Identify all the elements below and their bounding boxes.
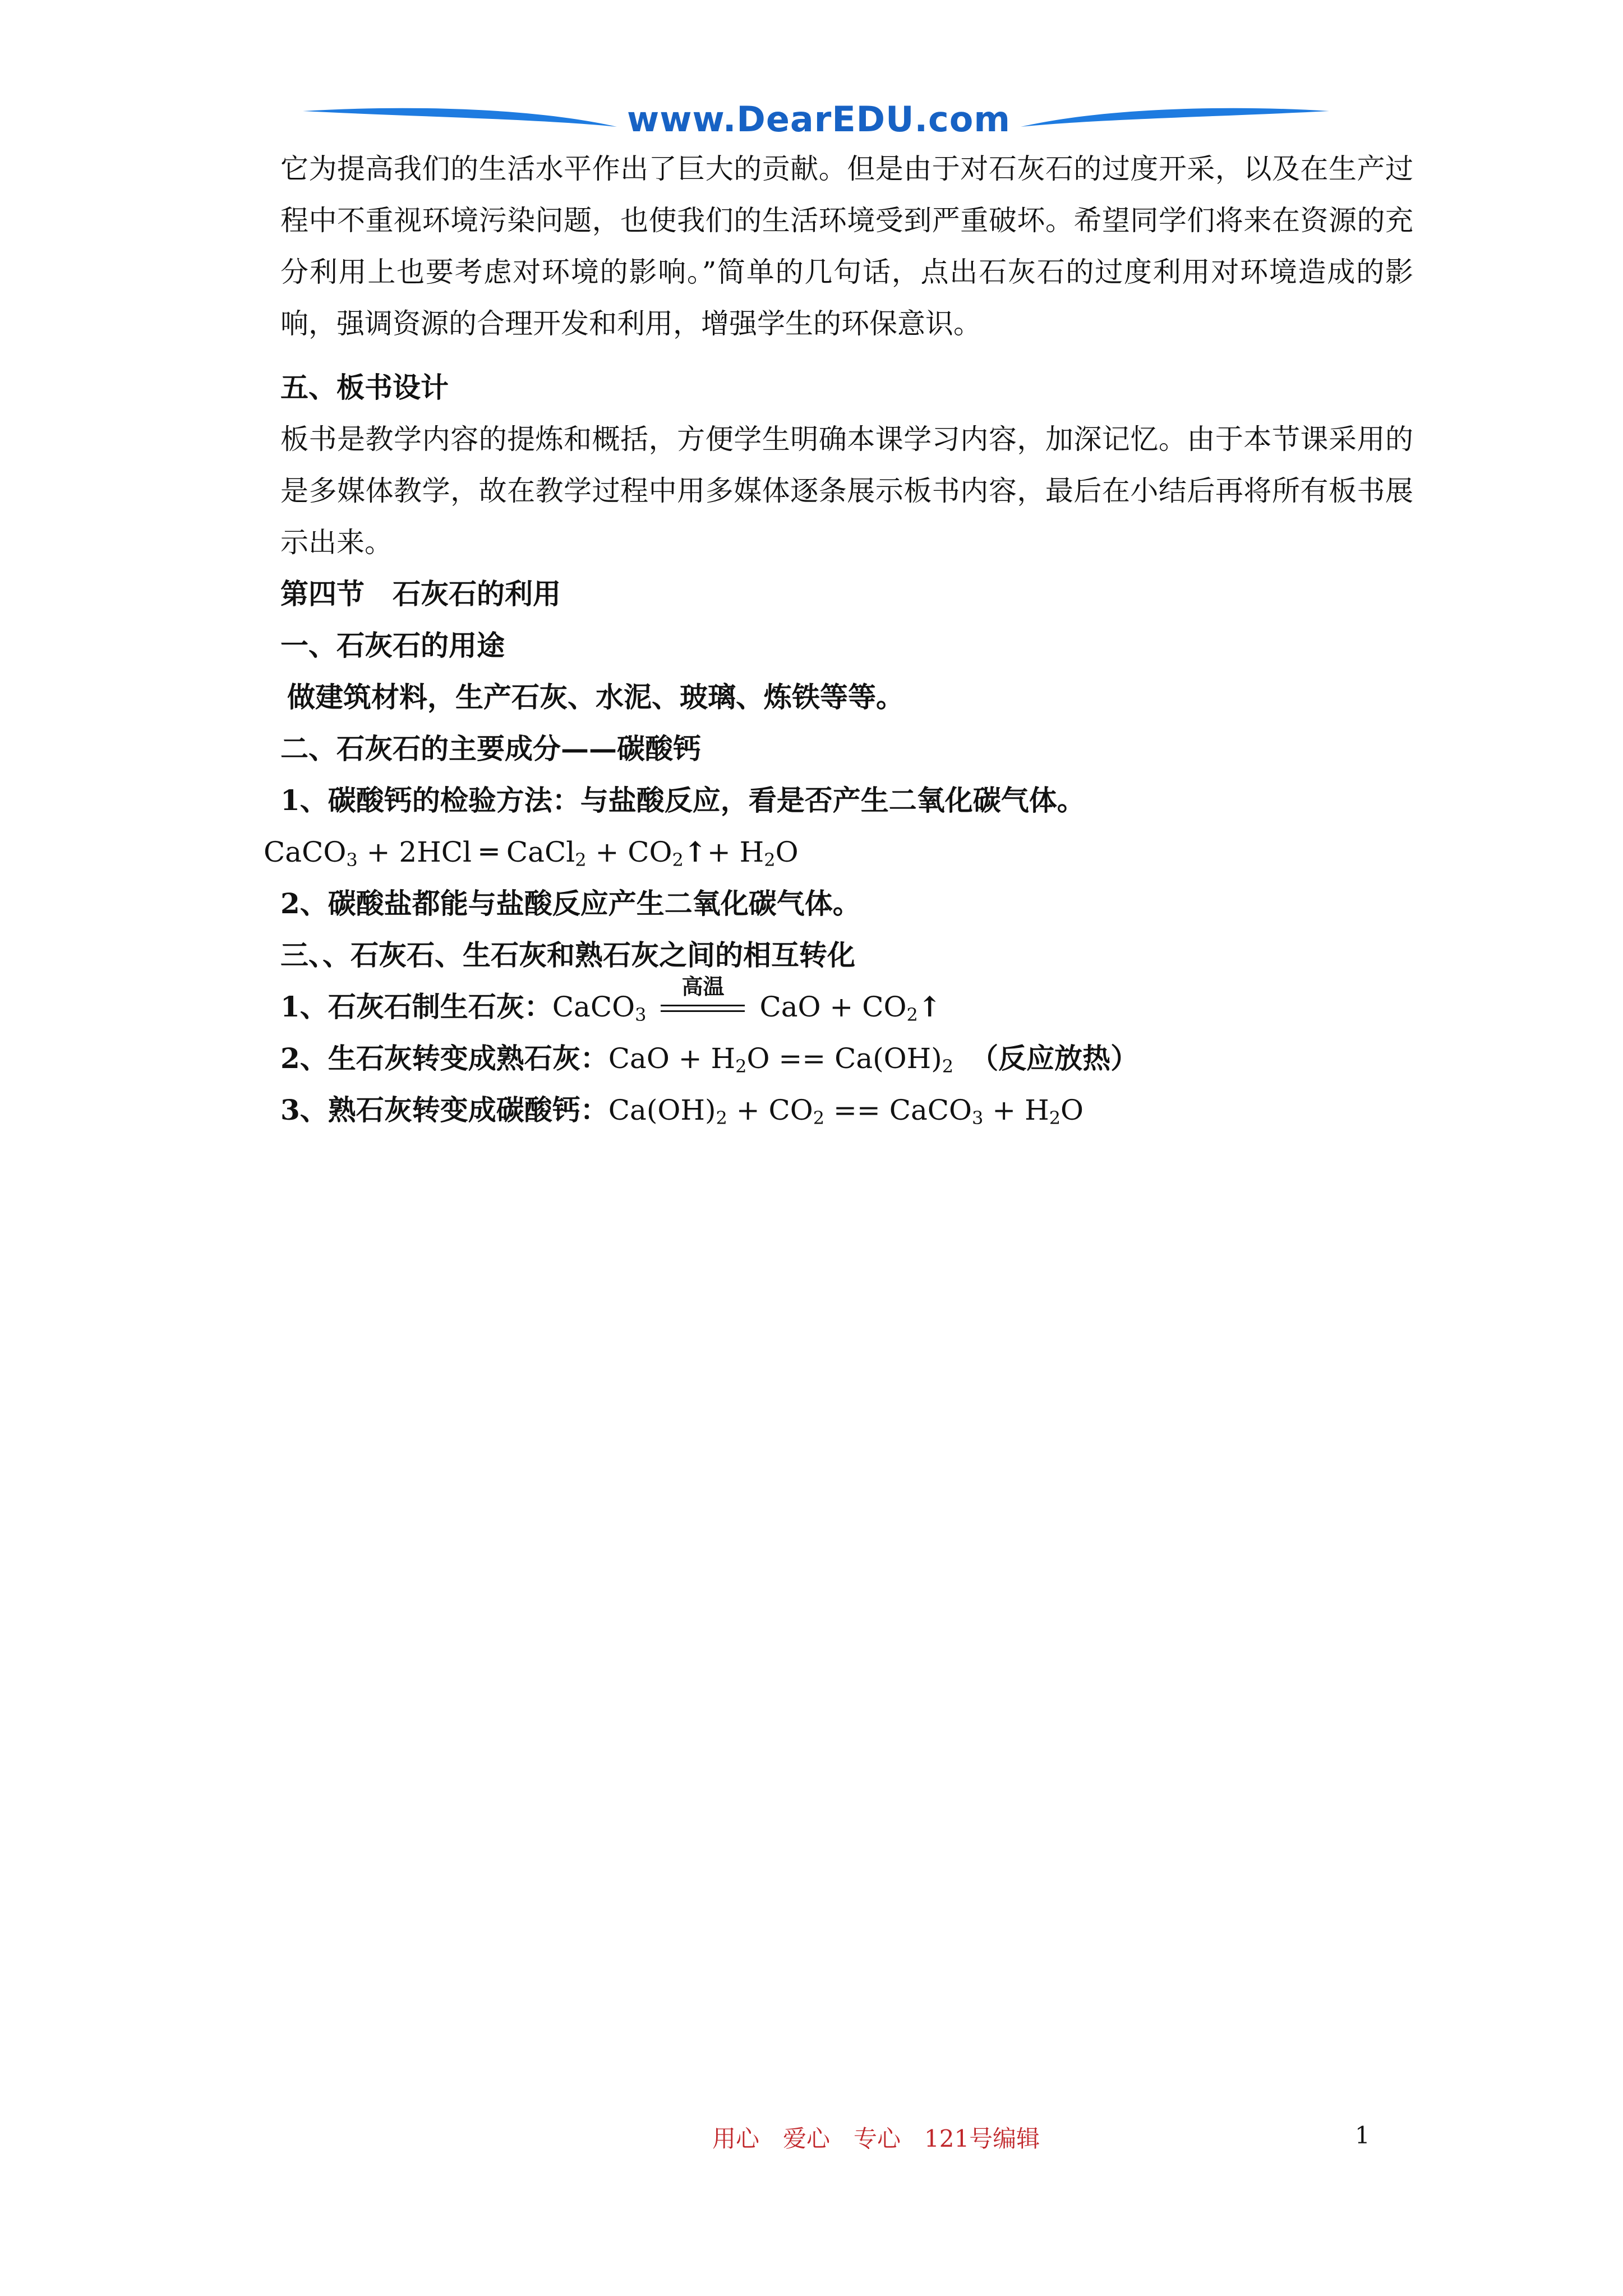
header-logo xyxy=(303,94,1329,145)
board-item-3-2: 2、生石灰转变成熟石灰：CaO + $H_2O == Ca(OH)_2$ （反应放热） xyxy=(280,1042,1139,1077)
footer-text: 用心 爱心 专心 121号编辑 xyxy=(712,2125,1040,2152)
board-part1-title: 一、石灰石的用途 xyxy=(280,629,505,662)
board-item-2-2: 2、碳酸盐都能与盐酸反应产生二氧化碳气体。 xyxy=(280,887,861,920)
board-item-3-1: 1、石灰石制生石灰：CaCO$_3$ 高温 CaO + $CO_2↑$ xyxy=(280,974,942,1025)
main-content xyxy=(264,143,1413,1136)
board-part3-title: 三、、石灰石、生石灰和熟石灰之间的相互转化 xyxy=(280,938,855,972)
paragraph-1: 它为提高我们的生活水平作出了巨大的贡献。但是由于对石灰石的过度开采，以及在生产过程中不重视环境污染问题，也使我们的生活环境受到严重破坏。希望同学们将来在资源的充分利用上也要考虑对环境的影响。”简单的几句话，点出石灰石的过度利用对环境造成的影响，强调资源的合理开发和利用，增强学生的环保意识。 xyxy=(280,153,1413,340)
board-part2-title: 二、石灰石的主要成分——碳酸钙 xyxy=(280,732,701,765)
board-section-title: 第四节 石灰石的利用 xyxy=(280,577,561,610)
heading-board-design: 五、板书设计 xyxy=(280,371,449,404)
page-number: 1 xyxy=(1355,2122,1370,2149)
board-item-2-1: 1、碳酸钙的检验方法：与盐酸反应，看是否产生二氧化碳气体。 xyxy=(280,784,1085,817)
reaction-condition: 高温 xyxy=(661,998,745,1020)
gas-arrow-icon: ↑ xyxy=(683,835,707,868)
paragraph-2: 板书是教学内容的提炼和概括，方便学生明确本课学习内容，加深记忆。由于本节课采用的是多媒体教学，故在教学过程中用多媒体逐条展示板书内容，最后在小结后再将所有板书展示出来。 xyxy=(280,423,1413,559)
gas-arrow-icon: ↑ xyxy=(917,990,942,1023)
board-item-3-3: 3、熟石灰转变成碳酸钙：$Ca(OH)_2 + CO_2$ == CaCO$_3$ + $H_2O$ xyxy=(280,1093,1084,1129)
equation-caco3-hcl: CaCO$_3$ + 2HCl ═ CaCl$_2$ + $CO_2↑+ H_2O$ xyxy=(264,835,799,871)
board-part1-text: 做建筑材料，生产石灰、水泥、玻璃、炼铁等等。 xyxy=(287,680,904,714)
logo-text: www.DearEDU.com xyxy=(626,99,1011,140)
